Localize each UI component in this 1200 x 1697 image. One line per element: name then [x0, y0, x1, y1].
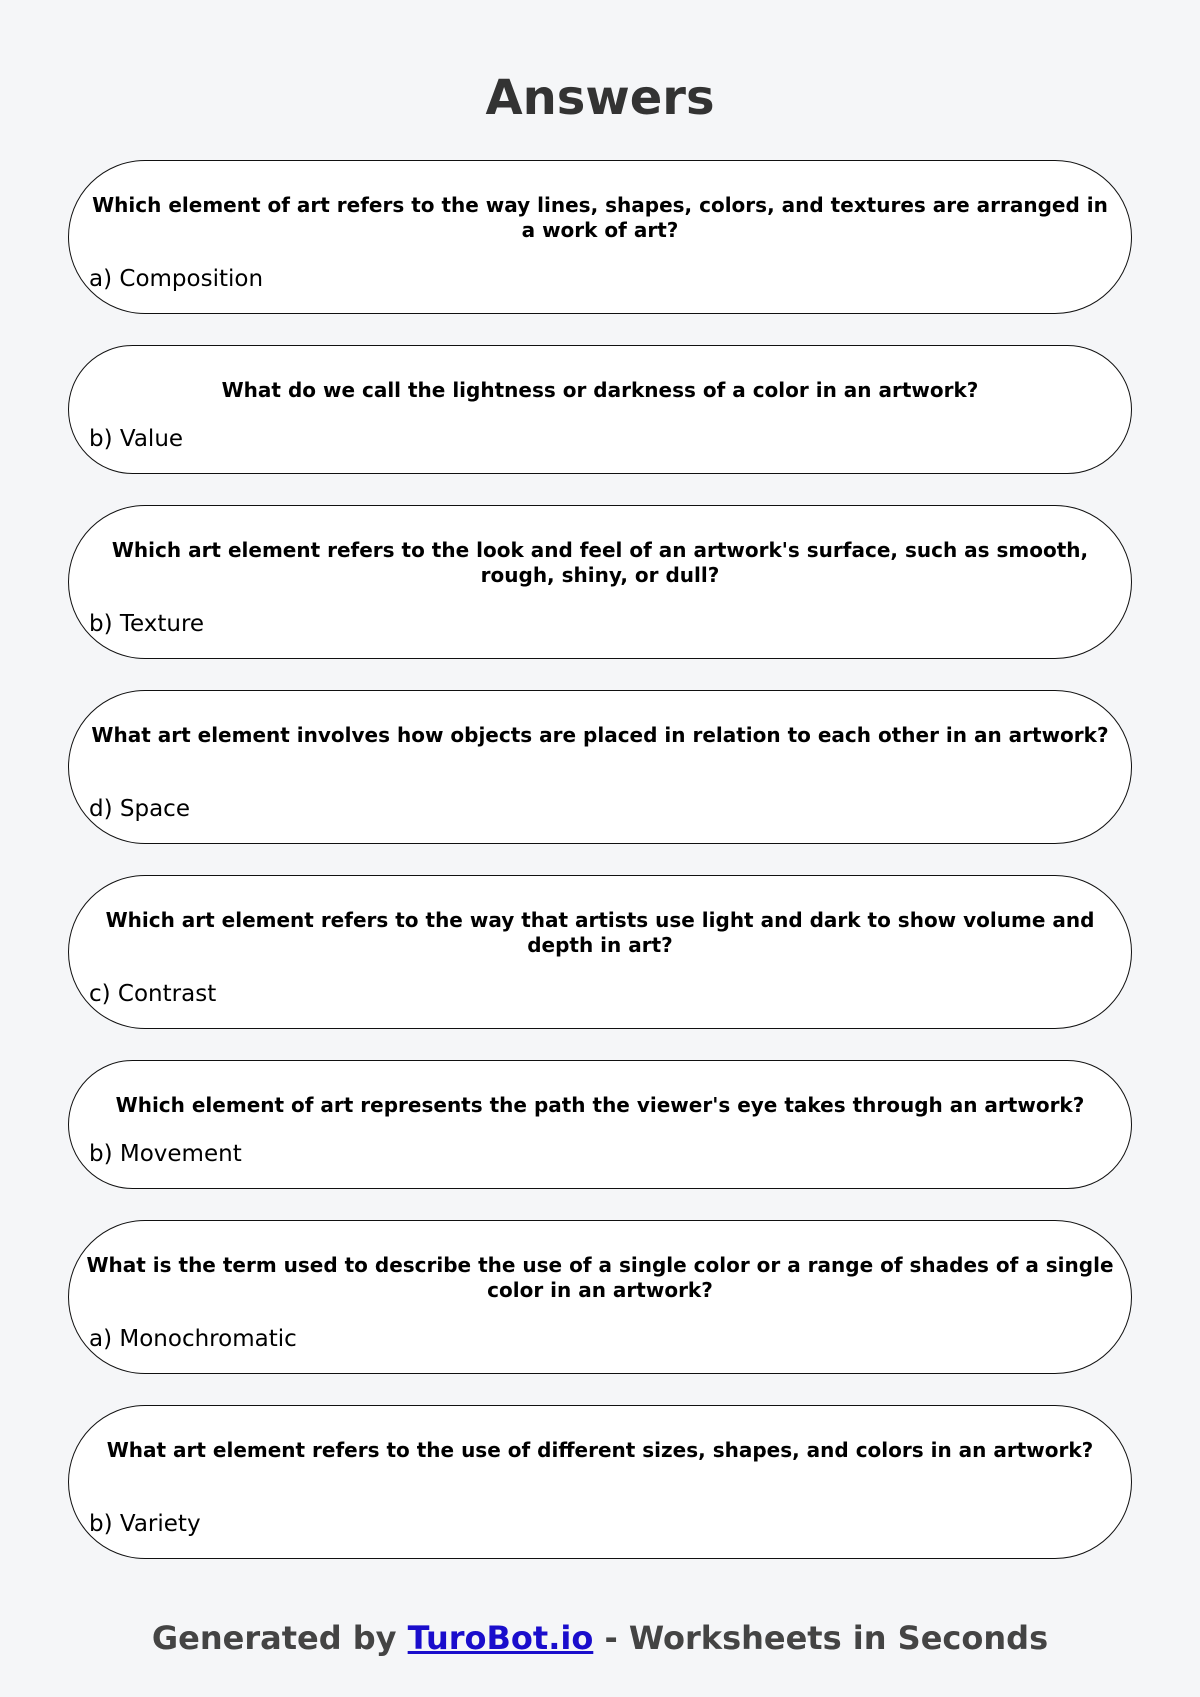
qa-card	[68, 1220, 1132, 1374]
qa-card	[68, 505, 1132, 659]
qa-card	[68, 160, 1132, 314]
question-text: What art element involves how objects are placed in relation to each other in an artwork?	[91, 723, 1109, 747]
answer-text: b) Variety	[89, 1511, 201, 1537]
qa-card	[68, 1405, 1132, 1559]
question-text: Which art element refers to the way that artists use light and dark to show volume and depth in art?	[105, 908, 1095, 957]
page-title: Answers	[485, 70, 715, 126]
turobot-link[interactable]: TuroBot.io	[407, 1619, 594, 1657]
question-text: Which art element refers to the look and feel of an artwork's surface, such as smooth, rough, shiny, or dull?	[111, 538, 1089, 587]
footer	[0, 1618, 1200, 1658]
answer-text: b) Movement	[89, 1141, 242, 1167]
qa-card	[68, 875, 1132, 1029]
answer-text: a) Monochromatic	[89, 1326, 297, 1352]
qa-card	[68, 345, 1132, 474]
question-text: What art element refers to the use of different sizes, shapes, and colors in an artwork?	[106, 1438, 1094, 1462]
question-text: Which element of art represents the path the viewer's eye takes through an artwork?	[115, 1093, 1085, 1117]
qa-card	[68, 690, 1132, 844]
answer-text: d) Space	[89, 796, 190, 822]
answer-text: b) Texture	[89, 611, 205, 637]
question-text: Which element of art refers to the way lines, shapes, colors, and textures are arranged in a work of art?	[92, 193, 1108, 242]
footer-suffix: - Worksheets in Seconds	[593, 1619, 1049, 1657]
answer-text: a) Composition	[89, 266, 264, 292]
footer-prefix: Generated by	[151, 1619, 408, 1657]
answer-text: c) Contrast	[89, 981, 217, 1007]
answer-text: b) Value	[89, 426, 184, 452]
question-text: What is the term used to describe the use of a single color or a range of shades of a single color in an artwork?	[86, 1253, 1114, 1302]
qa-card	[68, 1060, 1132, 1189]
question-text: What do we call the lightness or darkness of a color in an artwork?	[221, 378, 979, 402]
